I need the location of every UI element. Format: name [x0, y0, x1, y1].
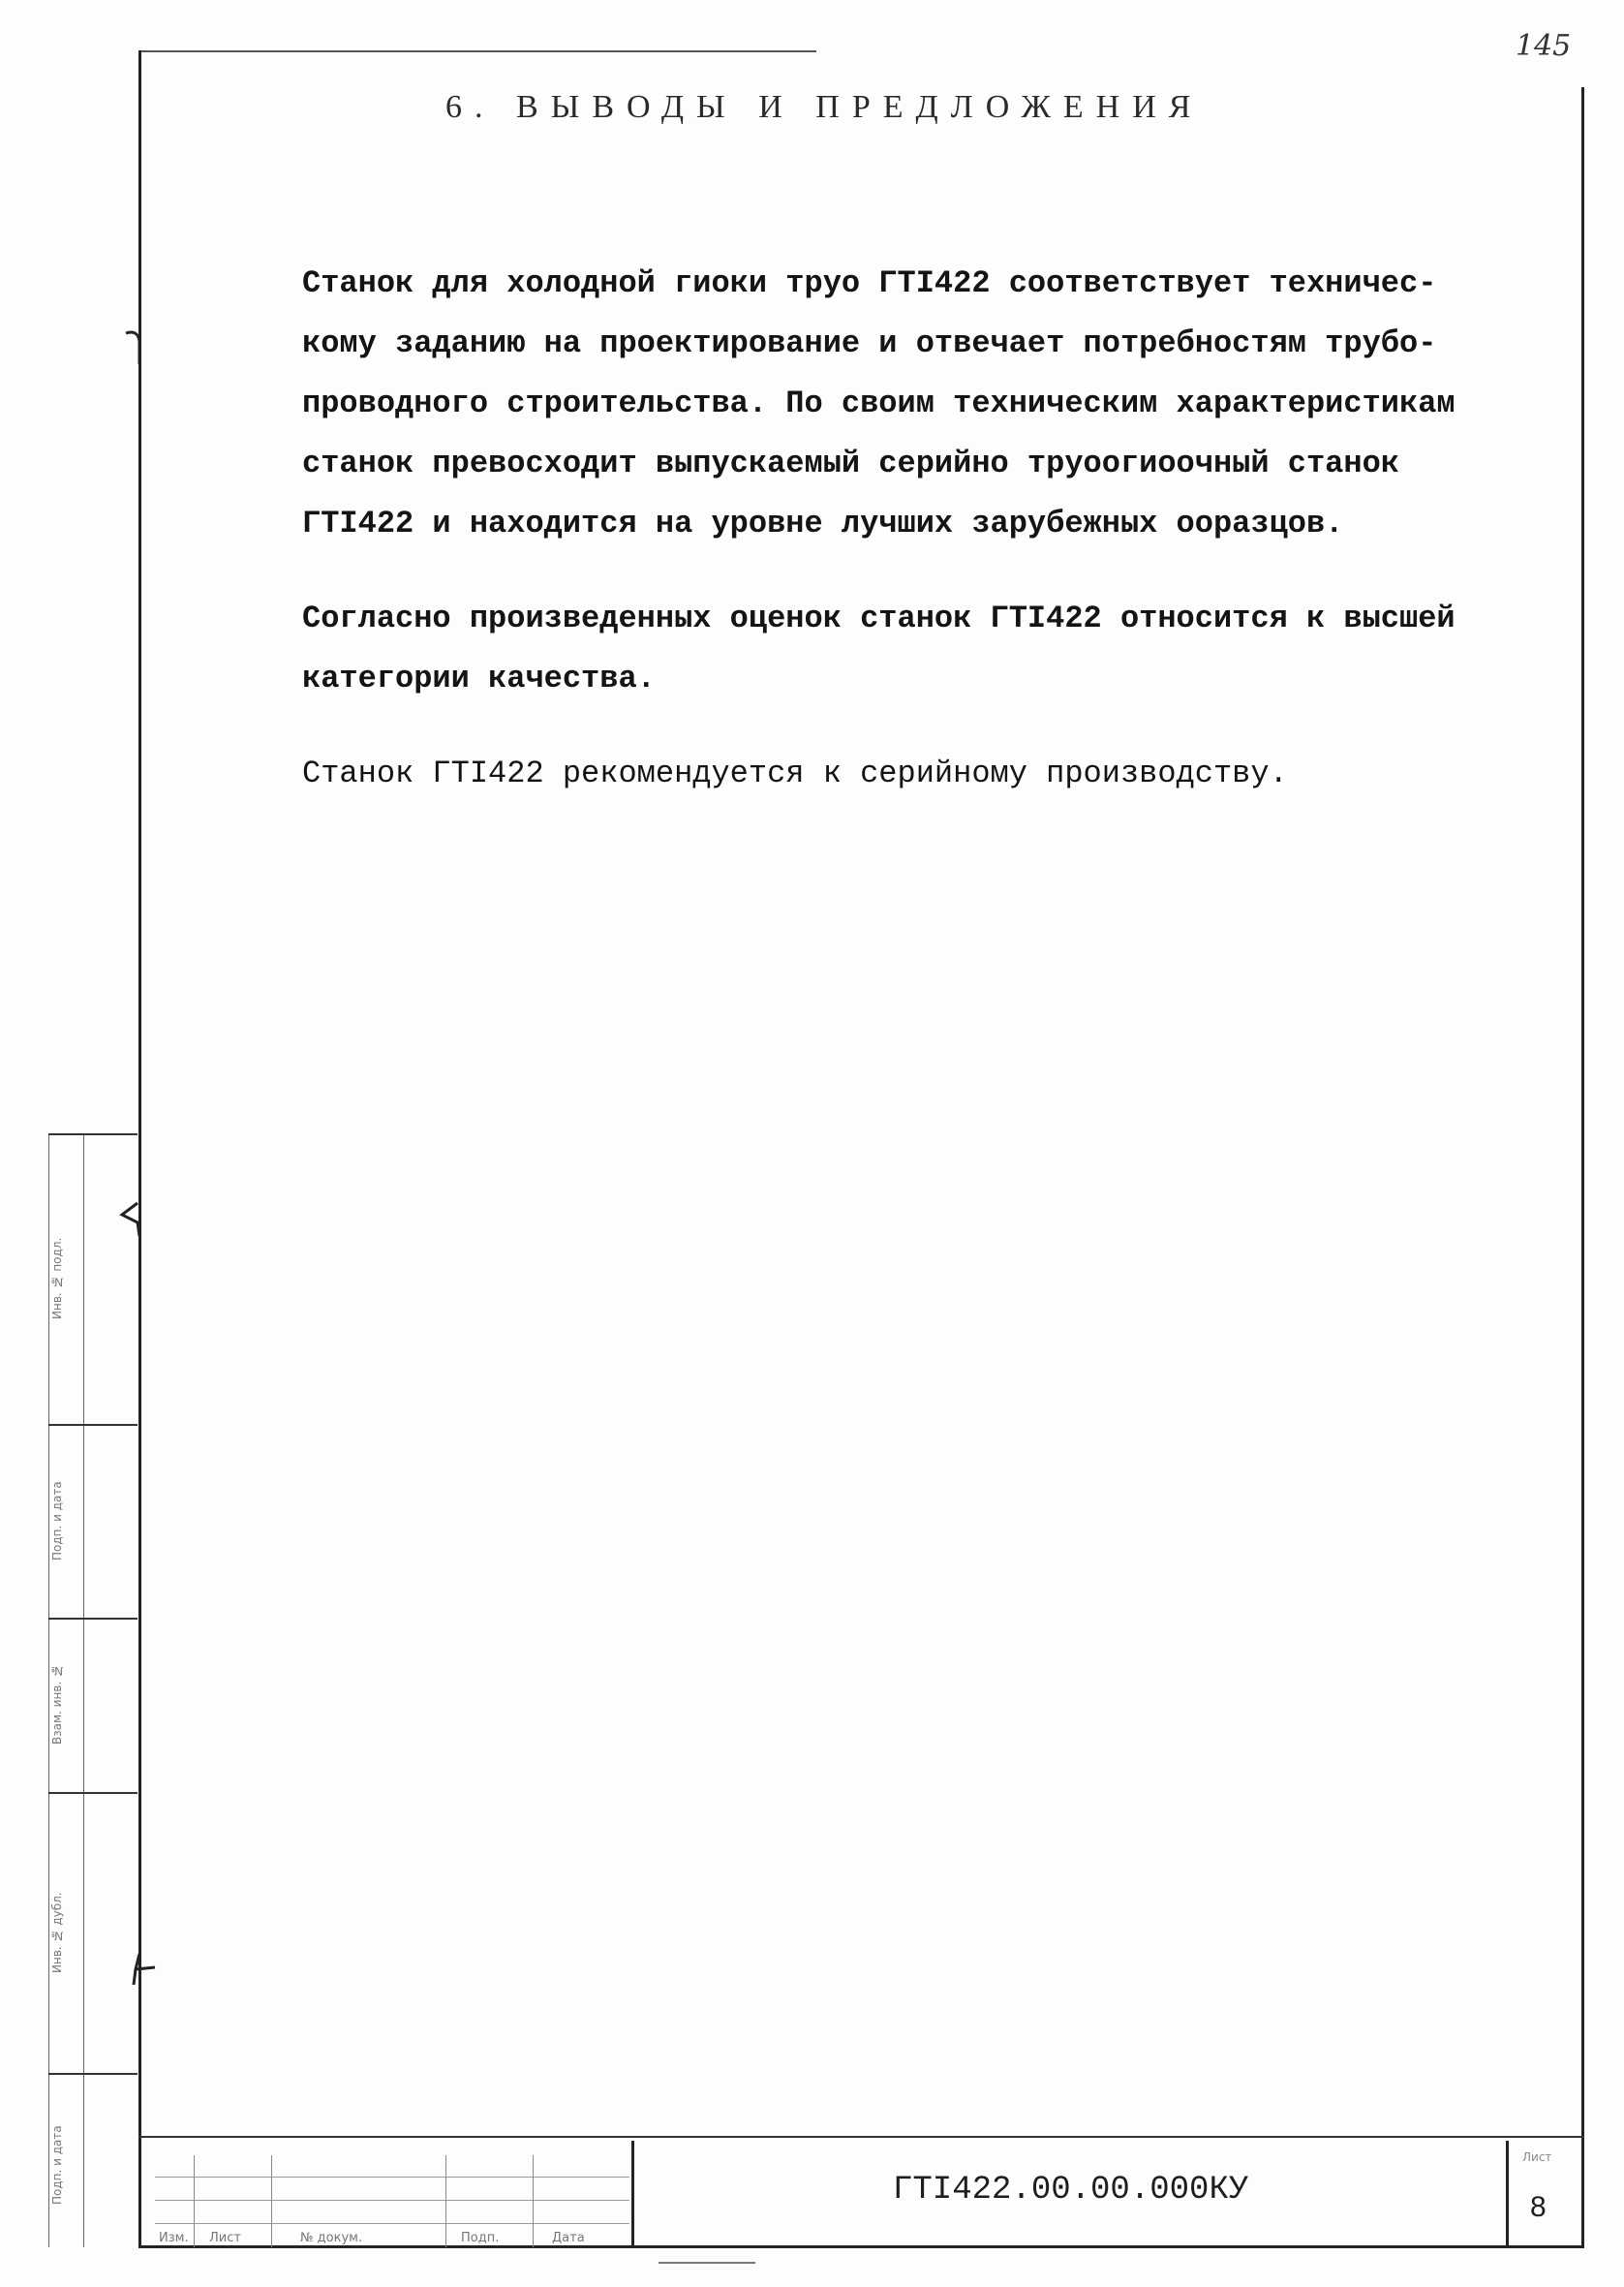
revision-row-line: [155, 2223, 629, 2224]
document-code: ГТI422.00.00.000КУ: [893, 2172, 1249, 2209]
section-title: 6. ВЫВОДЫ И ПРЕДЛОЖЕНИЯ: [445, 89, 1204, 125]
title-block-divider: [631, 2141, 634, 2247]
scan-mark: [659, 2262, 755, 2264]
paragraph-gap: [302, 709, 1580, 744]
margin-mark-icon: [122, 1952, 161, 1987]
title-block-divider: [1506, 2141, 1509, 2247]
margin-hline: [48, 1618, 138, 1620]
text-line: станок превосходит выпускаемый серийно труоогиоочный станок: [302, 446, 1399, 481]
text-line: кому заданию на проектирование и отвечает потребностям трубо-: [302, 325, 1437, 361]
revision-table: [155, 2155, 629, 2247]
paragraph-recommendation: [302, 744, 1580, 804]
margin-hline: [48, 1792, 138, 1794]
frame-top-line: [138, 50, 816, 52]
revision-col-line: [271, 2155, 272, 2247]
revision-caption: № докум.: [300, 2231, 363, 2245]
margin-hline: [48, 2073, 138, 2075]
margin-stamp-block: [48, 1133, 138, 2247]
margin-hline: [48, 1424, 138, 1426]
paragraph-gap: [302, 554, 1580, 589]
body-text: [302, 254, 1580, 804]
margin-label: Подп. и дата: [50, 1481, 64, 1561]
text-line: проводного строительства. По своим техническим характеристикам: [302, 386, 1455, 421]
revision-caption: Изм.: [159, 2231, 189, 2245]
margin-mark-icon: [114, 1199, 143, 1238]
margin-vline: [48, 1133, 49, 2247]
sheet-label: Лист: [1522, 2150, 1552, 2164]
margin-label: Инв. № подл.: [50, 1237, 64, 1320]
title-block-top-line: [138, 2136, 1584, 2138]
revision-row-line: [155, 2177, 629, 2178]
text-line: категории качества.: [302, 661, 656, 696]
margin-mark-icon: [122, 327, 147, 366]
text-line: Станок для холодной гиоки труо ГТI422 соответствует техничес-: [302, 265, 1437, 301]
revision-caption: Дата: [552, 2231, 585, 2245]
revision-row-line: [155, 2200, 629, 2201]
revision-col-line: [445, 2155, 446, 2247]
page-number: 8: [1530, 2191, 1547, 2223]
revision-col-line: [533, 2155, 534, 2247]
revision-caption: Подп.: [461, 2231, 500, 2245]
archive-sheet-number: 145: [1516, 29, 1572, 63]
margin-label: Подп. и дата: [50, 2125, 64, 2205]
paragraph-quality: [302, 589, 1580, 709]
revision-col-line: [194, 2155, 195, 2247]
margin-label: Инв. № дубл.: [50, 1892, 64, 1973]
margin-hline: [48, 1133, 138, 1135]
margin-label: Взам. инв. №: [50, 1664, 64, 1746]
frame-left-line: [138, 50, 141, 2247]
text-line: Станок ГТI422 рекомендуется к серийному производству.: [302, 756, 1288, 791]
revision-caption: Лист: [209, 2231, 241, 2245]
text-line: Согласно произведенных оценок станок ГТI422 относится к высшей: [302, 601, 1455, 636]
text-line: ГТI422 и находится на уровне лучших зарубежных ооразцов.: [302, 506, 1344, 541]
paragraph-conclusion: [302, 254, 1580, 554]
frame-right-line: [1581, 87, 1584, 2247]
